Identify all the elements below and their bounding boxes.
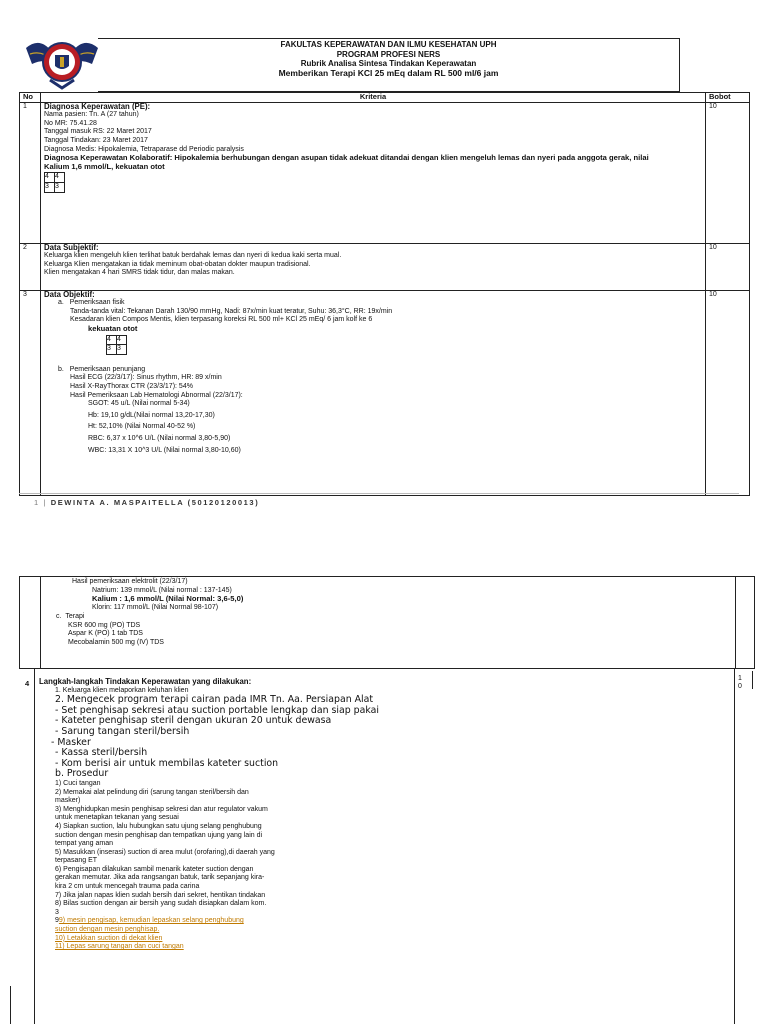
page-number: 1 |: [34, 498, 51, 507]
prosedur-link[interactable]: 9) mesin pengisap, kemudian lepaskan selang penghubung: [58, 917, 244, 925]
row-bobot: 10: [706, 102, 750, 243]
prosedur-line: 2) Memakai alat pelindung diri (sarung tangan steril/bersih dan: [55, 788, 249, 796]
info-line: Hasil X-RayThorax CTR (23/3/17): 54%: [70, 382, 193, 390]
info-line: Kesadaran klien Compos Mentis, klien terpasang koreksi RL 500 ml+ KCl 25 mEq/ 6 jam kolf ke 6: [70, 316, 373, 324]
info-line: Hasil ECG (22/3/17): Sinus rhythm, HR: 89 x/min: [70, 374, 222, 382]
lab-line: Hb: 19,10 g/dL(Nilai normal 13,20-17,30): [88, 411, 215, 419]
document-header: [98, 38, 680, 92]
alat-item: - Sarung tangan steril/bersih: [55, 725, 190, 737]
alat-item: - Masker: [51, 736, 91, 748]
grid-cell: 4: [117, 335, 127, 345]
list-marker: b.: [58, 365, 64, 373]
penunjang-title: Pemeriksaan penunjang: [69, 365, 146, 373]
info-line: Tanggal Tindakan: 23 Maret 2017: [44, 136, 148, 144]
row-criteria: [41, 102, 706, 243]
lab-line: Ht: 52,10% (Nilai Normal 40-52 %): [88, 423, 196, 431]
terapi-line: Aspar K (PO) 1 tab TDS: [68, 630, 143, 638]
header-program: PROGRAM PROFESI NERS: [336, 49, 441, 59]
info-line: Tanggal masuk RS: 22 Maret 2017: [44, 128, 152, 136]
lab-line: RBC: 6,37 x 10^6 U/L (Nilai normal 3,80-5,90): [88, 434, 231, 442]
prosedur-line: 3: [55, 908, 59, 916]
row-number: 2: [20, 243, 41, 290]
prosedur-title: b. Prosedur: [55, 768, 109, 780]
rubric-table: [19, 92, 750, 496]
alat-item: - Kom berisi air untuk membilas kateter suction: [55, 757, 279, 769]
page-footer: [34, 498, 259, 507]
info-line: No MR: 75.41.28: [44, 119, 97, 127]
info-line: Keluarga Klien mengatakan ia tidak meminum obat-obatan dokter maupun tradisional.: [44, 260, 311, 268]
prosedur-line: gerakan memutar. Jika ada rangsangan batuk, tarik sepanjang kira-: [55, 874, 265, 882]
grid-cell: 4: [45, 173, 55, 183]
prosedur-line: masker): [55, 797, 81, 805]
grid-cell: 4: [55, 173, 65, 183]
row-criteria: [41, 290, 706, 495]
row4: [19, 669, 755, 1024]
prosedur-line: 8) Bilas suction dengan air bersih yang sudah disiapkan dalam kom.: [55, 900, 267, 908]
prosedur-line: 3) Menghidupkan mesin penghisap sekresi dan atur regulator vakum: [55, 805, 268, 813]
info-line: Tanda-tanda vital: Tekanan Darah 130/90 mmHg, Nadi: 87x/min kuat teratur, Suhu: 36,3°C, RR: 19x/min: [70, 307, 393, 315]
table-header-row: [20, 93, 750, 103]
row-number: 1: [20, 102, 41, 243]
lab-line: Natrium: 139 mmol/L (Nilai normal : 137-145): [92, 586, 232, 594]
prosedur-line: 6) Pengisapan dilakukan sambil menarik kateter suction dengan: [55, 865, 254, 873]
col-bobot-header: Bobot: [706, 93, 750, 103]
grid-cell: 3: [45, 182, 55, 192]
lab-line: WBC: 13,31 X 10^3 U/L (Nilai normal 3,80-10,60): [88, 446, 241, 454]
table-row: [20, 102, 750, 243]
step-line: 1. Keluarga klien melaporkan keluhan klien: [55, 686, 189, 694]
row-number: 3: [20, 290, 41, 495]
grid-cell: 3: [55, 182, 65, 192]
prosedur-link[interactable]: 11) Lepas sarung tangan dan cuci tangan: [55, 943, 184, 951]
prosedur-line: suction dengan mesin penghisap dan tempatkan ujung yang lain di: [55, 831, 263, 839]
margin-mark: [10, 986, 11, 1024]
kekuatan-otot-label: kekuatan otot: [88, 323, 138, 333]
lab-line: Klorin: 117 mmol/L (Nilai Normal 98-107): [92, 604, 219, 612]
prosedur-line: 1) Cuci tangan: [55, 779, 101, 787]
table-row: [20, 243, 750, 290]
row-bobot: 10: [706, 290, 750, 495]
info-line: Klien mengatakan 4 hari SMRS tidak tidur, dan malas makan.: [44, 269, 235, 277]
col-kriteria-header: Kriteria: [41, 93, 706, 103]
diagnosa-title: Diagnosa Keperawatan (PE):: [44, 101, 151, 111]
langkah-title: Langkah-langkah Tindakan Keperawatan yang dilakukan:: [39, 677, 252, 686]
list-marker: c.: [56, 612, 62, 620]
table-row: [20, 290, 750, 495]
elektrolit-title: Hasil pemeriksaan elektrolit (22/3/17): [72, 578, 188, 585]
prosedur-link[interactable]: 10) Letakkan suction di dekat klien: [55, 934, 163, 942]
alat-item: - Set penghisap sekresi atau suction portable lengkap dan siap pakai: [55, 704, 379, 716]
pemeriksaan-fisik-title: Pemeriksaan fisik: [69, 299, 125, 307]
prosedur-link[interactable]: suction dengan mesin penghisap.: [55, 926, 160, 934]
kekuatan-otot-grid: [44, 172, 65, 192]
link-prefix: 9: [55, 917, 59, 925]
kolaboratif-line: Diagnosa Keperawatan Kolaboratif: Hipokalemia berhubungan dengan asupan tidak adekuat ditandai dengan klien mengeluh lemas dan nyeri pada anggota gerak, nilai: [44, 153, 649, 163]
terapi-line: Mecobalamin 500 mg (IV) TDS: [68, 638, 164, 646]
objektif-title: Data Objektif:: [44, 289, 95, 299]
alat-item: - Kassa steril/bersih: [55, 747, 148, 759]
info-line: Nama pasien: Tn. A (27 tahun): [44, 111, 139, 119]
grid-cell: 3: [117, 345, 127, 355]
row3-continuation: [19, 576, 755, 668]
list-marker: a.: [58, 299, 64, 307]
col-no-header: No: [20, 93, 41, 103]
grid-cell: 3: [107, 345, 117, 355]
alat-item: - Kateter penghisap steril dengan ukuran 20 untuk dewasa: [55, 715, 332, 727]
info-line: Keluarga klien mengeluh klien terlihat batuk berdahak lemas dan nyeri di kedua kaki serta mual.: [44, 252, 342, 260]
kalium-line: Kalium 1,6 mmol/L, kekuatan otot: [44, 161, 165, 171]
terapi-title: Terapi: [65, 612, 85, 620]
lab-line: SGOT: 45 u/L (Nilai normal 5-34): [88, 400, 190, 408]
prosedur-line: tempat yang aman: [55, 840, 113, 848]
kalium-result: Kalium : 1,6 mmol/L (Nilai Normal: 3,6-5,0): [92, 594, 244, 604]
step-line: 2. Mengecek program terapi cairan pada IMR Tn. Aa. Persiapan Alat: [55, 694, 374, 706]
prosedur-line: terpasang ET: [55, 857, 98, 865]
footer-divider: [19, 493, 739, 494]
row-bobot: 10: [706, 243, 750, 290]
subjektif-title: Data Subjektif:: [44, 242, 99, 252]
prosedur-line: untuk menetapkan tekanan yang sesuai: [55, 814, 179, 822]
prosedur-line: kira 2 cm untuk mencegah trauma pada carina: [55, 883, 200, 891]
uph-logo: [22, 30, 102, 92]
prosedur-line: 7) Jika jalan napas klien sudah bersih dari sekret, hentikan tindakan: [55, 891, 266, 899]
row-number: 4: [25, 679, 30, 688]
footer-author: DEWINTA A. MASPAITELLA (50120120013): [50, 498, 260, 507]
row-bobot: 1 0: [738, 675, 742, 690]
prosedur-line: 4) Siapkan suction, lalu hubungkan satu ujung selang penghubung: [55, 822, 262, 830]
header-faculty: FAKULTAS KEPERAWATAN DAN ILMU KESEHATAN UPH: [280, 40, 497, 49]
page-2: [19, 576, 755, 1024]
row-criteria: [41, 243, 706, 290]
header-rubric: Rubrik Analisa Sintesa Tindakan Keperawatan: [300, 59, 477, 69]
info-line: Diagnosa Medis: Hipokalemia, Tetraparase dd Periodic paralysis: [44, 145, 244, 153]
prosedur-line: 5) Masukkan (inserasi) suction di area mulut (orofaring),di daerah yang: [55, 848, 275, 856]
kekuatan-otot-grid: [106, 335, 127, 355]
info-line: Hasil Pemeriksaan Lab Hematologi Abnormal (22/3/17):: [70, 391, 243, 399]
header-topic: Memberikan Terapi KCl 25 mEq dalam RL 500 ml/6 jam: [278, 67, 499, 78]
terapi-line: KSR 600 mg (PO) TDS: [68, 621, 141, 629]
grid-cell: 4: [107, 335, 117, 345]
